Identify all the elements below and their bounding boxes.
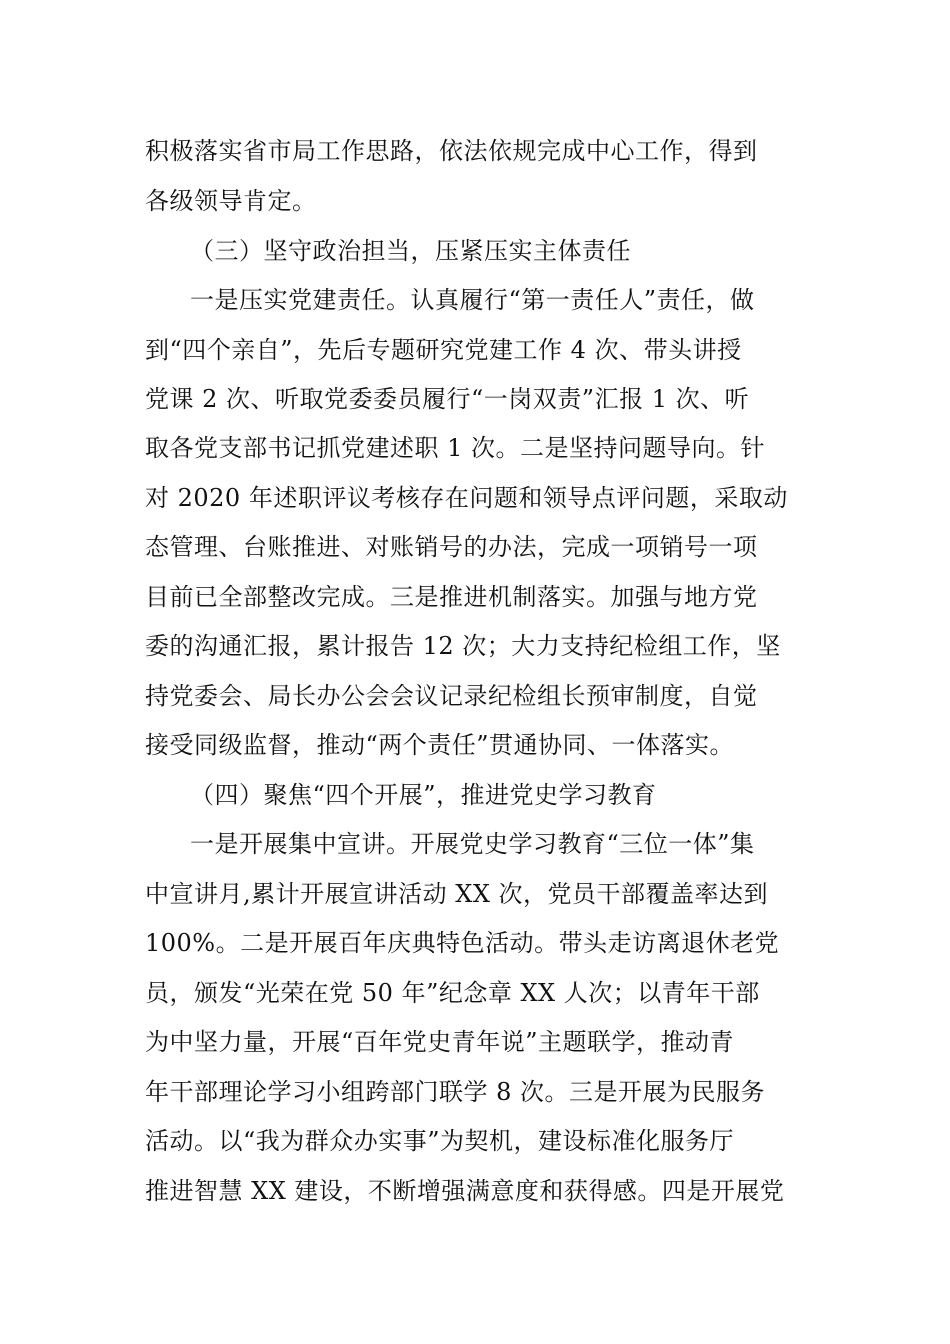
body-text-line: 对 2020 年述职评议考核存在问题和领导点评问题，采取动 [145, 484, 788, 512]
body-text-line: 取各党支部书记抓党建述职 1 次。二是坚持问题导向。针 [145, 434, 766, 462]
body-text-line: 活动。以“我为群众办实事”为契机，建设标准化服务厅 [145, 1127, 735, 1155]
body-text-line: 一是压实党建责任。认真履行“第一责任人”责任，做 [190, 286, 755, 314]
body-text-line: 员，颁发“光荣在党 50 年”纪念章 XX 人次；以青年干部 [145, 979, 760, 1007]
body-text-line: 到“四个亲自”，先后专题研究党建工作 4 次、带头讲授 [145, 336, 742, 364]
body-text-line: 推进智慧 XX 建设，不断增强满意度和获得感。四是开展党 [145, 1177, 785, 1205]
body-text-line: 接受同级监督，推动“两个责任”贯通协同、一体落实。 [145, 731, 735, 759]
body-text-line: 党课 2 次、听取党委委员履行“一岗双责”汇报 1 次、听 [145, 385, 750, 413]
body-text-line: 持党委会、局长办公会会议记录纪检组长预审制度，自觉 [145, 682, 758, 710]
body-text-line: 委的沟通汇报，累计报告 12 次；大力支持纪检组工作，坚 [145, 632, 781, 660]
body-text-line: 为中坚力量，开展“百年党史青年说”主题联学，推动青 [145, 1028, 735, 1056]
body-text-line: 100%。二是开展百年庆典特色活动。带头走访离退休老党 [145, 929, 780, 957]
section-heading-3: （三）坚守政治担当，压紧压实主体责任 [190, 237, 631, 265]
body-text-line: 各级领导肯定。 [145, 187, 317, 215]
body-text-line: 年干部理论学习小组跨部门联学 8 次。三是开展为民服务 [145, 1078, 766, 1106]
section-heading-4: （四）聚焦“四个开展”，推进党史学习教育 [190, 781, 657, 809]
body-text-line: 目前已全部整改完成。三是推进机制落实。加强与地方党 [145, 583, 758, 611]
body-text-line: 中宣讲月,累计开展宣讲活动 XX 次，党员干部覆盖率达到 [145, 880, 769, 908]
body-text-line: 态管理、台账推进、对账销号的办法，完成一项销号一项 [145, 533, 758, 561]
body-text-line: 一是开展集中宣讲。开展党史学习教育“三位一体”集 [190, 830, 755, 858]
body-text-line: 积极落实省市局工作思路，依法依规完成中心工作，得到 [145, 137, 758, 165]
